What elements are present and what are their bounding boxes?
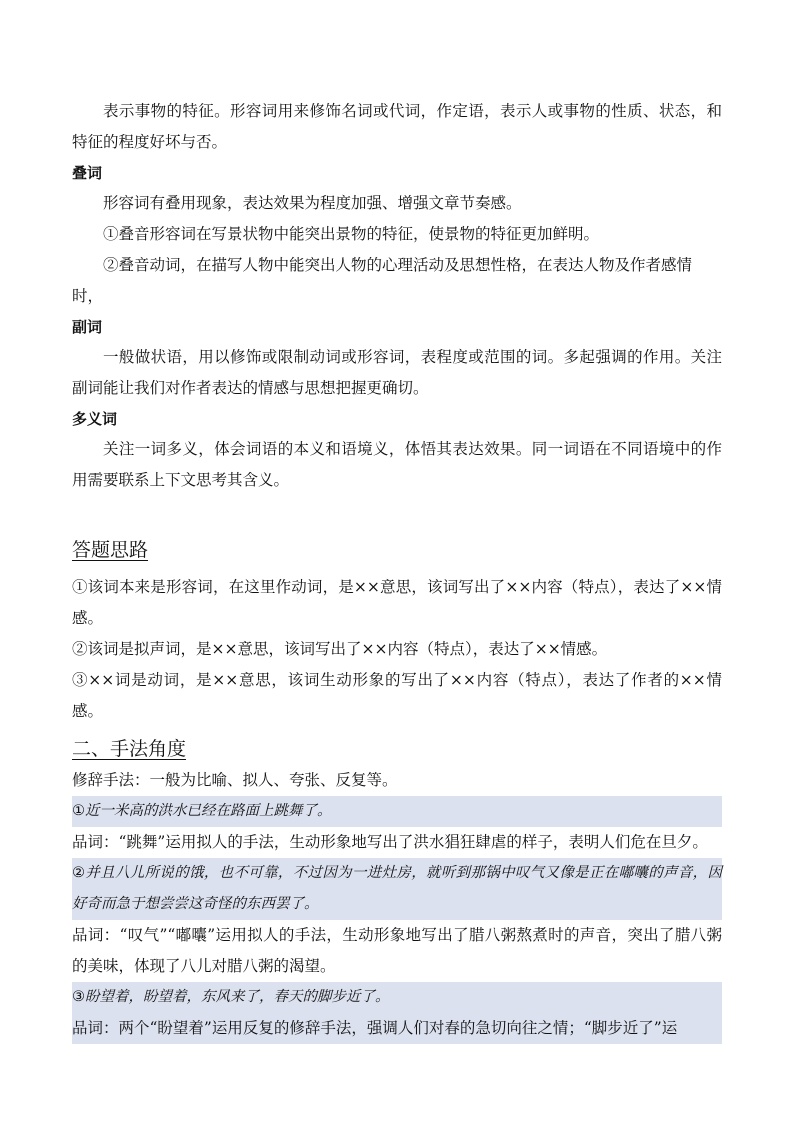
approach-item-2: ②该词是拟声词，是××意思，该词写出了××内容（特点），表达了××情感。 [72, 640, 608, 658]
reduplication-p2: ①叠音形容词在写景状物中能突出景物的特征，使景物的特征更加鲜明。 [103, 225, 600, 243]
adverb-p1: 一般做状语，用以修饰或限制动词或形容词，表程度或范围的词。多起强调的作用。关注副词能让我们对作者表达的情感与思想把握更确切。 [72, 348, 722, 397]
analysis-2: 品词：“叹气”“嘟囔”运用拟人的手法，生动形象地写出了腊八粥熬煮时的声音，突出了腊八粥的美味，体现了八儿对腊八粥的渴望。 [72, 920, 722, 982]
section-title-technique: 二、手法角度 [72, 738, 187, 760]
approach-item-3: ③××词是动词，是××意思，该词生动形象的写出了××内容（特点），表达了作者的××情感。 [72, 671, 722, 720]
example-3: ③盼望着，盼望着，东风来了，春天的脚步近了。 [72, 982, 722, 1013]
technique-intro: 修辞手法：一般为比喻、拟人、夸张、反复等。 [72, 771, 398, 789]
analysis-3: 品词：两个“盼望着”运用反复的修辞手法，强调人们对春的急切向往之情；“脚步近了”运 [72, 1013, 722, 1044]
heading-polysemy: 多义词 [72, 410, 118, 428]
document-content [72, 96, 722, 1044]
analysis-1: 品词：“跳舞”运用拟人的手法，生动形象地写出了洪水猖狂肆虐的样子，表明人们危在旦夕。 [72, 827, 722, 858]
heading-reduplication: 叠词 [72, 164, 103, 182]
reduplication-p1: 形容词有叠用现象，表达效果为程度加强、增强文章节奏感。 [103, 194, 522, 212]
approach-item-1: ①该词本来是形容词，在这里作动词，是××意思，该词写出了××内容（特点），表达了××情感。 [72, 578, 722, 627]
example-1: ①近一米高的洪水已经在路面上跳舞了。 [72, 796, 722, 827]
polysemy-p1: 关注一词多义，体会词语的本义和语境义，体悟其表达效果。同一词语在不同语境中的作用需要联系上下文思考其含义。 [72, 440, 722, 489]
intro-paragraph: 表示事物的特征。形容词用来修饰名词或代词，作定语，表示人或事物的性质、状态，和特征的程度好坏与否。 [72, 102, 722, 151]
example-2: ②并且八儿所说的饿，也不可靠，不过因为一进灶房，就听到那锅中叹气又像是正在嘟囔的声音，因好奇而急于想尝尝这奇怪的东西罢了。 [72, 858, 722, 920]
section-title-approach: 答题思路 [72, 539, 149, 561]
heading-adverb: 副词 [72, 318, 103, 336]
reduplication-p3: ②叠音动词，在描写人物中能突出人物的心理活动及思想性格，在表达人物及作者感情时， [72, 256, 693, 305]
spacer [72, 496, 722, 534]
